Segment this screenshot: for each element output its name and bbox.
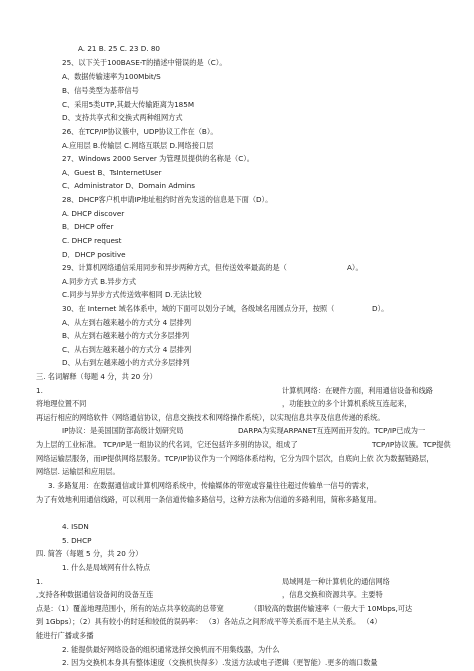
line: 1. 什么是局域网有什么特点 [62, 563, 151, 572]
line: 为上层的工业标准。 TCP/IP是一组协议的代名词，它还包括许多别的协议，组成了 [36, 440, 298, 449]
line: 29、计算机网络通信采用同步和异步两种方式，但传送效率最高的是（ [62, 263, 287, 272]
line: A.同步方式 B.异步方式 [62, 277, 137, 286]
line: B．DHCP offer [62, 222, 114, 231]
line: A、从左到右越来越小的方式分 4 层排列 [62, 318, 192, 327]
line: A. DHCP discover [62, 209, 125, 218]
line: A.应用层 B.传输层 C.网络互联层 D.网络接口层 [62, 141, 214, 150]
line: 1. [36, 577, 43, 586]
section-heading: 三. 名词解释（每题 4 分，共 20 分） [36, 372, 157, 381]
line: C.同步与异步方式传送效率相同 D.无法比较 [62, 290, 202, 299]
answer: A）。 [347, 263, 363, 272]
line: B、从左到右越来越小的方式分多层排列 [62, 331, 190, 340]
line-right: （即较高的数据传输速率（一般大于 10Mbps,可达 [250, 604, 413, 613]
line: 再运行相应的网络软件（网络通信协议，信息交换技术和网络操作系统），以实现信息共享及信息传递的系统。 [36, 413, 385, 422]
line: 到 1Gbps）；（2）具有较小的时延和较低的误码率： （3）各站点之间形成平等关系而不是主从关系。 （4） [36, 617, 382, 626]
line: 3. 多路复用：在数据通信或计算机网络系统中，传输媒体的带宽或容量往往超过传输单一信号的需求， [48, 481, 374, 490]
line: 点是：（1）覆盖地理范围小，所有的站点共享较高的总带宽 [36, 604, 224, 613]
line: 为了有效地利用通信线路，可以利用一条信道传输多路信号，这种方法称为信道的多路利用，简称多路复用。 [36, 495, 382, 504]
line: 5. DHCP [62, 536, 92, 545]
line: A、数据传输速率为100Mbit/S [62, 72, 161, 81]
line: C、采用5类UTP,其最大传输距离为185M [62, 100, 195, 109]
line-right: ，信息交换和资源共享。主要特 [282, 590, 383, 599]
line: 4. ISDN [62, 522, 89, 531]
line: D．DHCP positive [62, 250, 126, 259]
line: 网络运输层服务，而IP提供网络层服务。TCP/IP协议作为一个网络体系结构，它分为四个层次，自底向上依 次为数据链路层， [36, 454, 434, 463]
line-right: ，功能独立的多个计算机系统互连起来， [282, 399, 412, 408]
line-right: 局域网是一种计算机化的通信网络 [282, 577, 390, 586]
line-right: TCP/IP协议簇。TCP提供 [372, 440, 451, 449]
line: 26、在TCP/IP协议簇中，UDP协议工作在（B）。 [62, 127, 218, 136]
line: 28、DHCP客户机申请IP地址租约时首先发送的信息是下面（D）。 [62, 195, 273, 204]
line: 30、在 Internet 域名体系中，域的下面可以划分子域，各级域名用圆点分开，按照（ [62, 304, 335, 313]
line: 将地理位置不同 [36, 399, 87, 408]
line: 1. [36, 386, 43, 395]
line: 网络层. 运输层和应用层。 [36, 467, 120, 476]
line: C. DHCP request [62, 236, 122, 245]
line: A、Guest B、TsInternetUser [62, 168, 162, 177]
line: 25、以下关于100BASE-T的描述中错误的是（C）。 [62, 58, 227, 67]
line: ,支持各种数据通信设备间的设备互连 [36, 590, 154, 599]
line: C、Administrator D、Domain Admins [62, 181, 196, 190]
line: 2. 能提供最好网络设备的组织通常选择交换机而不用集线器，为什么 [62, 645, 280, 654]
line: 27、Windows 2000 Server 为管理员提供的名称是（C）。 [62, 154, 254, 163]
line: D、从右到左越来越小的方式分多层排列 [62, 358, 190, 367]
line: C、从右到左越来越小的方式分 4 层排列 [62, 345, 192, 354]
line: D、支持共享式和交换式两种组网方式 [62, 113, 183, 122]
line: 2. 因为交换机本身具有整体速度（交换机快得多）.发送方法或电子逻辑（更智能）.更多的端口数量 [62, 658, 378, 667]
answer: D）。 [372, 304, 389, 313]
section-heading: 四. 简答（每题 5 分，共 20 分） [36, 549, 143, 558]
line: IP协议：是美国国防部高级计划研究局 [62, 426, 184, 435]
line: 能进行广播或多播 [36, 631, 94, 640]
line: A. 21 B. 25 C. 23 D. 80 [78, 44, 160, 53]
line-right: DARPA为实现ARPANET互连网而开发的。TCP/IP已成为一 [238, 426, 426, 435]
line: B、信号类型为基带信号 [62, 86, 139, 95]
line-right: 计算机网络：在硬件方面，利用通信设备和线路 [282, 386, 433, 395]
